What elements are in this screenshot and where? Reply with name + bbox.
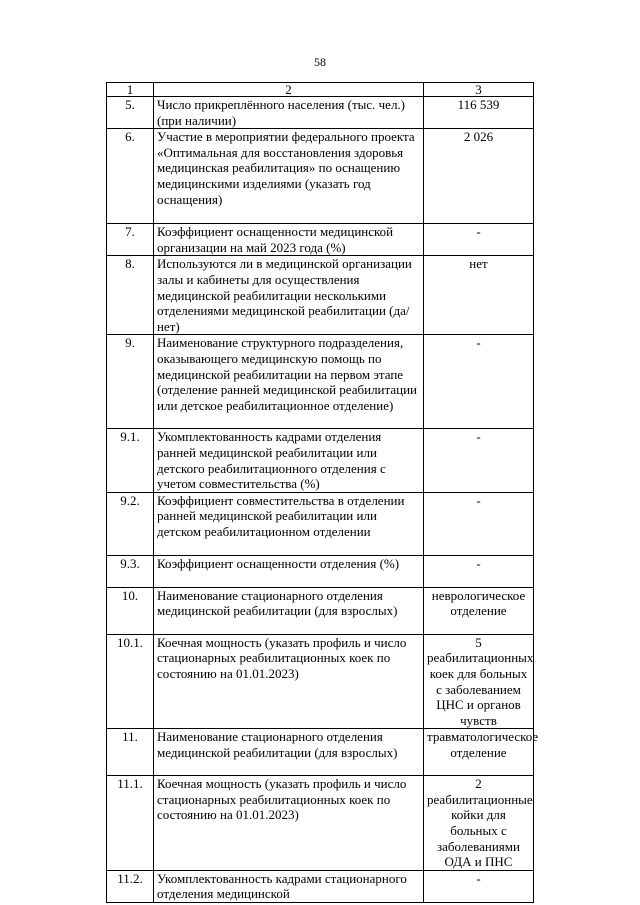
table-row bbox=[107, 97, 534, 129]
row-number: 10.1. bbox=[107, 634, 154, 729]
row-description: Укомплектованность кадрами стационарного отделения медицинской bbox=[154, 870, 424, 902]
row-description: Коэффициент оснащенности отделения (%) bbox=[154, 555, 424, 587]
row-value: 2 026 bbox=[424, 129, 534, 224]
row-number: 7. bbox=[107, 224, 154, 256]
row-value: - bbox=[424, 492, 534, 555]
row-description: Число прикреплённого населения (тыс. чел.) (при наличии) bbox=[154, 97, 424, 129]
row-value: 2 реабилитационные койки для больных с заболеваниями ОДА и ПНС bbox=[424, 776, 534, 871]
table-row bbox=[107, 776, 534, 871]
column-header-2: 2 bbox=[154, 83, 424, 97]
row-number: 9.3. bbox=[107, 555, 154, 587]
row-number: 9. bbox=[107, 335, 154, 429]
table-row bbox=[107, 224, 534, 256]
row-number: 11. bbox=[107, 729, 154, 776]
row-value: неврологическое отделение bbox=[424, 587, 534, 634]
row-description: Наименование стационарного отделения медицинской реабилитации (для взрослых) bbox=[154, 729, 424, 776]
table-row bbox=[107, 634, 534, 729]
row-value: - bbox=[424, 555, 534, 587]
table-row bbox=[107, 129, 534, 224]
row-number: 9.1. bbox=[107, 429, 154, 492]
row-description: Участие в мероприятии федерального проекта «Оптимальная для восстановления здоровья медицинская реабилитация» по оснащению медицинскими изделиями (указать год оснащения) bbox=[154, 129, 424, 224]
row-value: нет bbox=[424, 256, 534, 335]
table-row bbox=[107, 870, 534, 902]
table-row bbox=[107, 555, 534, 587]
row-value: - bbox=[424, 224, 534, 256]
table-header-row bbox=[107, 83, 534, 97]
row-value: 5 реабилитационных коек для больных с заболеванием ЦНС и органов чувств bbox=[424, 634, 534, 729]
row-description: Наименование стационарного отделения медицинской реабилитации (для взрослых) bbox=[154, 587, 424, 634]
row-description: Укомплектованность кадрами отделения ранней медицинской реабилитации или детского реабилитационного отделения с учетом совместительства (%) bbox=[154, 429, 424, 492]
row-description: Используются ли в медицинской организации залы и кабинеты для осуществления медицинской реабилитации несколькими отделениями медицинской реабилитации (да/нет) bbox=[154, 256, 424, 335]
row-value: - bbox=[424, 335, 534, 429]
row-description: Коэффициент оснащенности медицинской организации на май 2023 года (%) bbox=[154, 224, 424, 256]
row-value: - bbox=[424, 870, 534, 902]
table-row bbox=[107, 429, 534, 492]
row-description: Наименование структурного подразделения, оказывающего медицинскую помощь по медицинской реабилитации на первом этапе (отделение ранней медицинской реабилитации или детское реабилитационное отделение) bbox=[154, 335, 424, 429]
row-value: - bbox=[424, 429, 534, 492]
row-number: 9.2. bbox=[107, 492, 154, 555]
table-row bbox=[107, 492, 534, 555]
column-header-1: 1 bbox=[107, 83, 154, 97]
row-number: 11.2. bbox=[107, 870, 154, 902]
table-row bbox=[107, 256, 534, 335]
row-number: 6. bbox=[107, 129, 154, 224]
row-description: Коечная мощность (указать профиль и число стационарных реабилитационных коек по состоянию на 01.01.2023) bbox=[154, 776, 424, 871]
row-description: Коечная мощность (указать профиль и число стационарных реабилитационных коек по состоянию на 01.01.2023) bbox=[154, 634, 424, 729]
row-description: Коэффициент совместительства в отделении ранней медицинской реабилитации или детском реабилитационном отделении bbox=[154, 492, 424, 555]
row-number: 11.1. bbox=[107, 776, 154, 871]
row-value: 116 539 bbox=[424, 97, 534, 129]
table-row bbox=[107, 587, 534, 634]
table-row bbox=[107, 335, 534, 429]
row-number: 8. bbox=[107, 256, 154, 335]
row-value: травматологическое отделение bbox=[424, 729, 534, 776]
table-row bbox=[107, 729, 534, 776]
row-number: 5. bbox=[107, 97, 154, 129]
column-header-3: 3 bbox=[424, 83, 534, 97]
row-number: 10. bbox=[107, 587, 154, 634]
data-table bbox=[106, 82, 539, 903]
page-number: 58 bbox=[314, 55, 326, 69]
